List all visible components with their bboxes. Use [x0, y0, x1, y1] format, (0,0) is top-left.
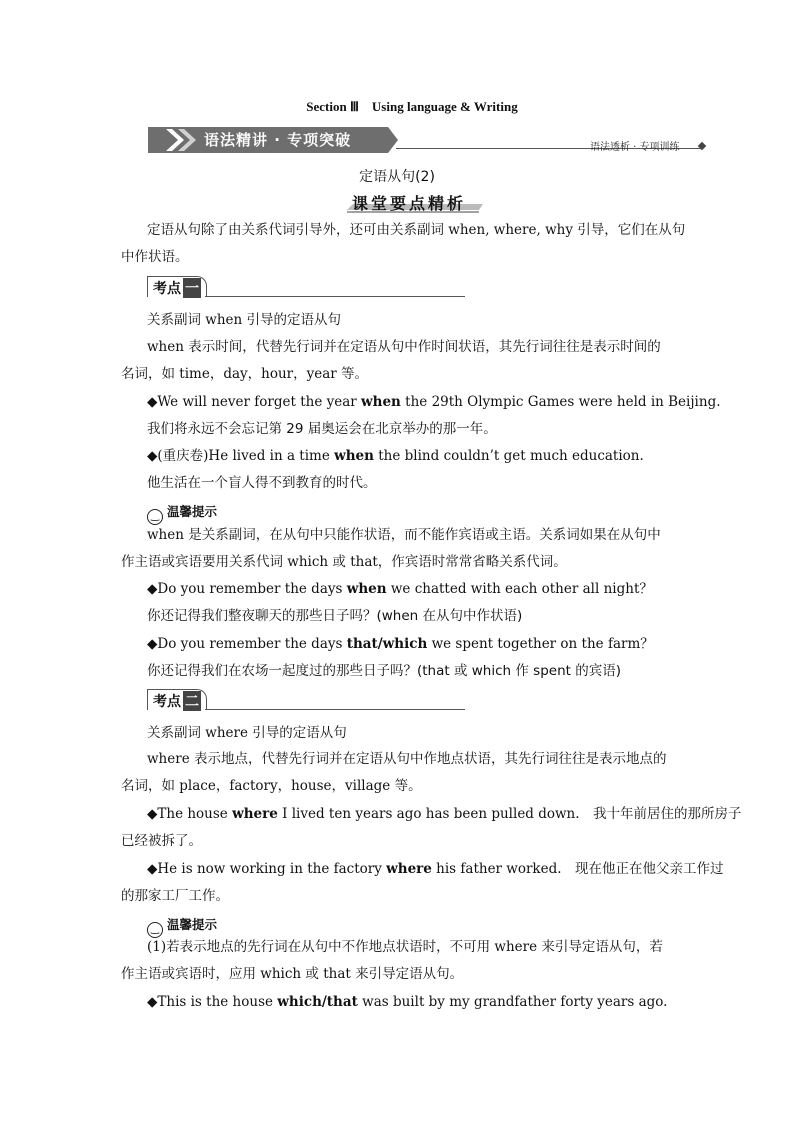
point-1-header	[147, 276, 467, 298]
point-2-example-1-cont: 已经被拆了。	[121, 833, 202, 849]
point-1-example-2: ◆(重庆卷)He lived in a time when the blind couldn’t get much education.	[147, 448, 644, 464]
point-1-desc-1: when 表示时间，代替先行词并在定语从句中作时间状语，其先行词往往是表示时间的	[147, 339, 661, 355]
point-1-example-1-cn: 我们将永远不会忘记第 29 届奥运会在北京举办的那一年。	[147, 421, 497, 437]
point-1-example-4-cn: 你还记得我们在农场一起度过的那些日子吗？(that 或 which 作 spent 的宾语)	[147, 663, 621, 679]
point-2-example-2: ◆He is now working in the factory where his father worked. 现在他正在他父亲工作过	[147, 861, 724, 877]
smile-icon: ‿	[147, 922, 163, 938]
smile-icon: ‿	[147, 509, 163, 525]
point-label: 考点	[153, 694, 181, 710]
sub-title: 定语从句(2)	[359, 169, 435, 185]
intro-line-1: 定语从句除了由关系代词引导外，还可由关系副词 when, where, why 引导，它们在从句	[147, 222, 686, 238]
point-1-example-4: ◆Do you remember the days that/which we spent together on the farm？	[147, 636, 654, 652]
point-1-desc-2: 名词，如 time，day，hour，year 等。	[121, 366, 369, 382]
point-number: 二	[183, 691, 201, 711]
point-1-example-1: ◆We will never forget the year when the 29th Olympic Games were held in Beijing.	[147, 394, 721, 410]
point-2-desc-2: 名词，如 place，factory，house，village 等。	[121, 778, 422, 794]
point-label: 考点	[153, 281, 181, 297]
point-1-example-3: ◆Do you remember the days when we chatted with each other all night？	[147, 581, 653, 597]
point-2-title: 关系副词 where 引导的定语从句	[147, 725, 347, 741]
tip-1-line-1: when 是关系副词，在从句中只能作状语，而不能作宾语或主语。关系词如果在从句中	[147, 527, 661, 543]
tip-2-line-2: 作主语或宾语时，应用 which 或 that 来引导定语从句。	[121, 966, 464, 982]
banner-subtitle: 语法透析 · 专项训练	[590, 142, 680, 153]
point-1-example-2-cn: 他生活在一个盲人得不到教育的时代。	[147, 475, 377, 491]
banner-title: 语法精讲 · 专项突破	[204, 131, 352, 149]
intro-line-2: 中作状语。	[121, 249, 189, 265]
tip-2-label: ‿ 温馨提示	[147, 915, 217, 938]
tip-1-label: ‿ 温馨提示	[147, 502, 217, 525]
point-1-title: 关系副词 when 引导的定语从句	[147, 312, 342, 328]
section-heading: 课堂要点精析	[352, 194, 467, 213]
point-number: 一	[183, 278, 201, 298]
point-2-header	[147, 689, 467, 711]
tip-1-line-2: 作主语或宾语要用关系代词 which 或 that，作宾语时常常省略关系代词。	[121, 554, 567, 570]
section-title: Section Ⅲ Using language & Writing	[306, 99, 518, 114]
point-2-desc-1: where 表示地点，代替先行词并在定语从句中作地点状语，其先行词往往是表示地点的	[147, 751, 667, 767]
point-2-example-2-cont: 的那家工厂工作。	[121, 888, 229, 904]
point-2-example-1: ◆The house where I lived ten years ago has been pulled down. 我十年前居住的那所房子	[147, 806, 742, 822]
point-2-example-3: ◆This is the house which/that was built by my grandfather forty years ago.	[147, 994, 668, 1010]
point-1-example-3-cn: 你还记得我们整夜聊天的那些日子吗？(when 在从句中作状语)	[147, 608, 523, 624]
tip-2-line-1: (1)若表示地点的先行词在从句中不作地点状语时，不可用 where 来引导定语从句，若	[147, 939, 663, 955]
